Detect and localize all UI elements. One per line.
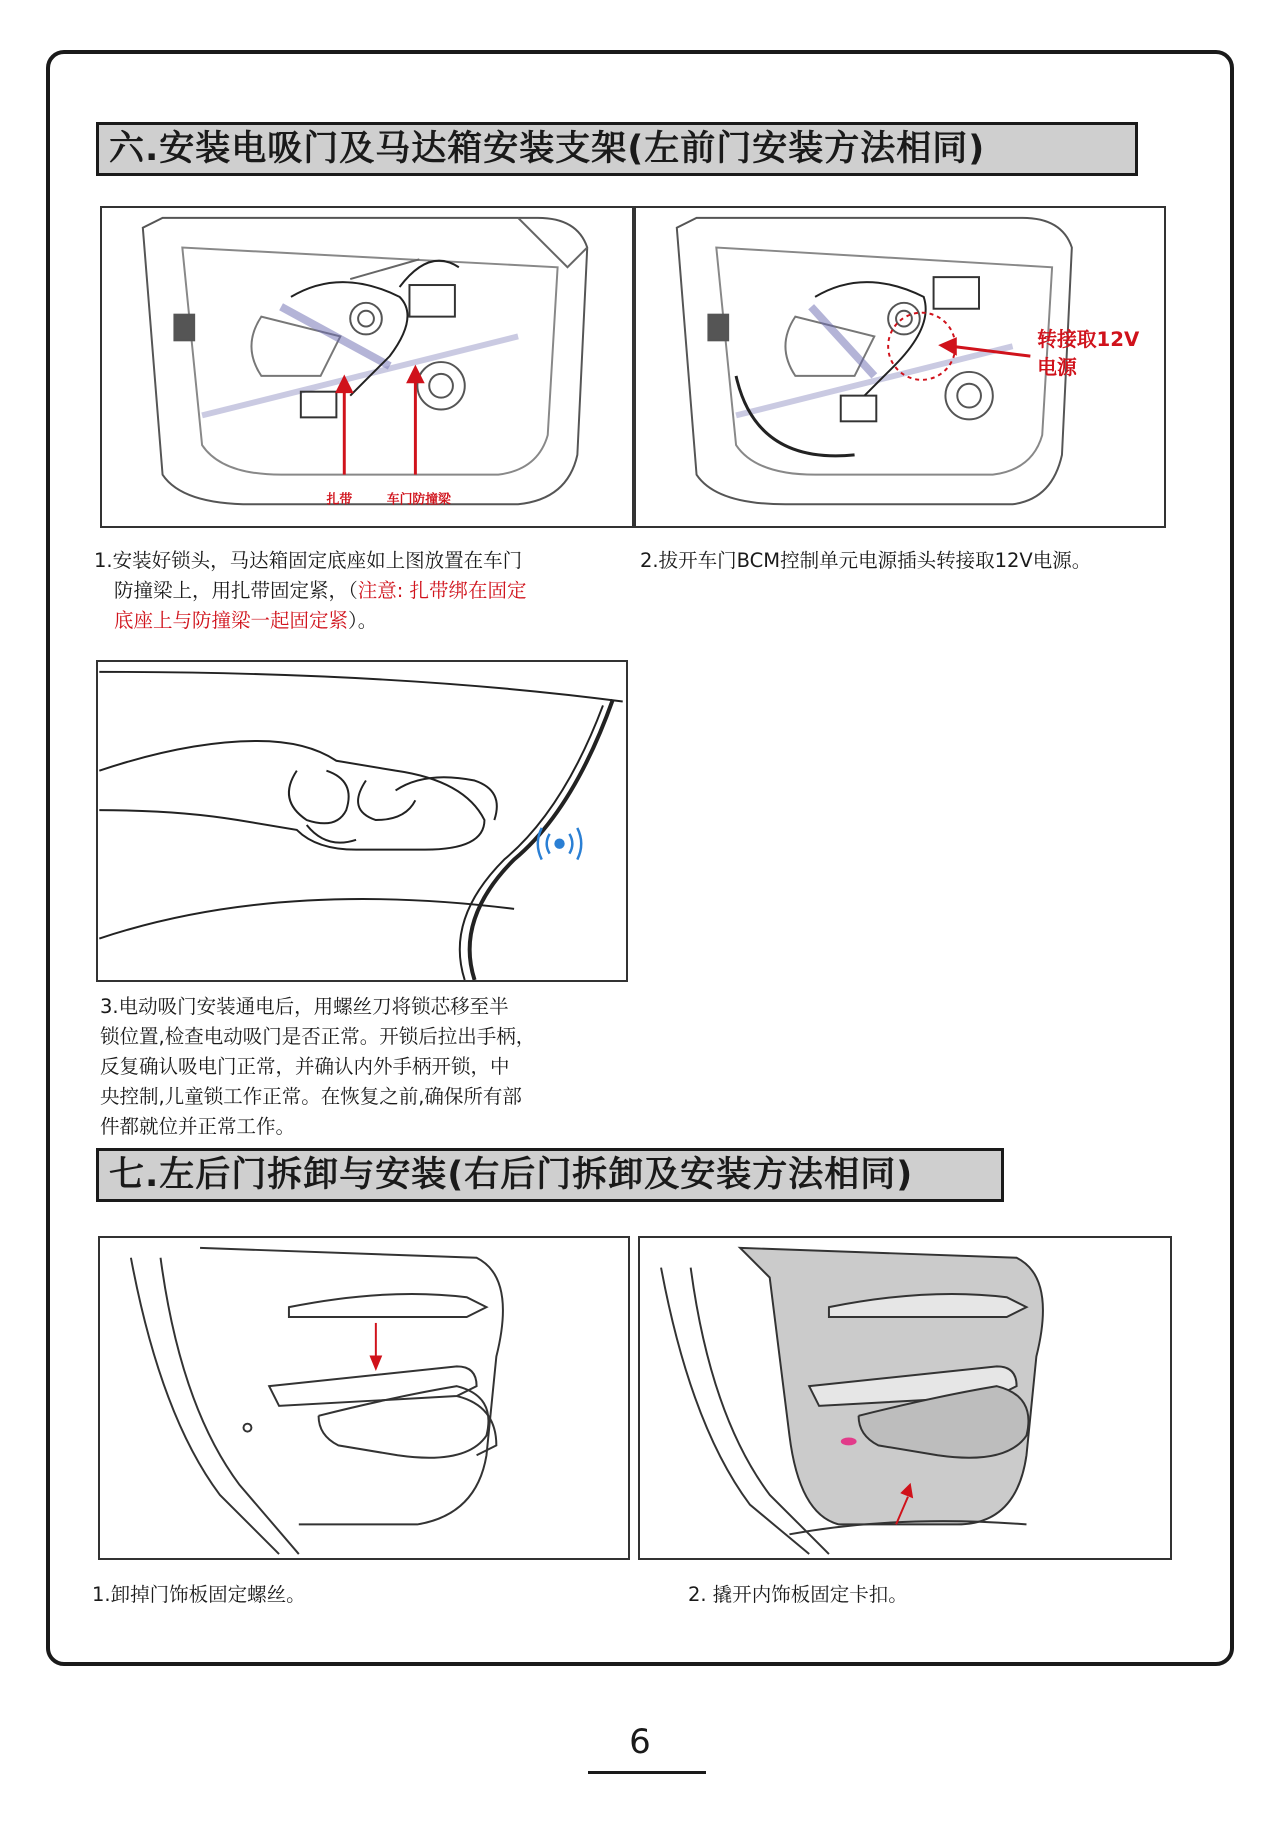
vibration-waves-icon	[538, 828, 581, 860]
hand-pulling-handle-illustration	[98, 662, 626, 980]
rear-door-illustration	[640, 1238, 1170, 1558]
caption-step-3-line-2: 锁位置,检查电动吸门是否正常。开锁后拉出手柄，	[100, 1025, 536, 1048]
caption-rear-step-1: 1.卸掉门饰板固定螺丝。	[92, 1583, 306, 1606]
caption-step-1-line-3	[94, 606, 634, 636]
caption-step-3-line-5: 件都就位并正常工作。	[100, 1115, 296, 1138]
caption-warning-text: 注意: 扎带绑在固定	[357, 579, 527, 602]
caption-step-3-line-4: 央控制,儿童锁工作正常。在恢复之前,确保所有部	[100, 1085, 522, 1108]
caption-text: ）。	[348, 609, 378, 632]
callout-anti-collision-beam: 车门防撞梁	[386, 492, 451, 508]
figure-rear-door-screws	[98, 1236, 630, 1560]
figure-door-motor-bracket	[100, 206, 634, 528]
caption-step-1-line-1: 1.安装好锁头，马达箱固定底座如上图放置在车门	[94, 549, 523, 572]
page-number-underline	[588, 1771, 706, 1774]
callout-12v-line2: 电源	[1037, 355, 1077, 379]
callout-cable-tie: 扎带	[326, 492, 353, 508]
caption-warning-text: 底座上与防撞梁一起固定紧	[114, 609, 349, 632]
figure-handle-check	[96, 660, 628, 982]
door-inner-panel-illustration	[102, 208, 632, 526]
caption-step-3	[100, 992, 640, 1142]
figure-bcm-power-tap	[634, 206, 1166, 528]
door-inner-panel-illustration	[636, 208, 1164, 526]
figure-rear-door-clips	[638, 1236, 1172, 1560]
callout-12v-line1: 转接取12V	[1037, 328, 1140, 352]
section-6-title: 六.安装电吸门及马达箱安装支架(左前门安装方法相同)	[96, 122, 1138, 176]
caption-text: 防撞梁上，用扎带固定紧，（	[114, 579, 358, 602]
caption-step-3-line-1: 3.电动吸门安装通电后，用螺丝刀将锁芯移至半	[100, 995, 509, 1018]
caption-step-1	[94, 546, 634, 636]
section-7-title: 七.左后门拆卸与安装(右后门拆卸及安装方法相同)	[96, 1148, 1004, 1202]
page-number: 6	[629, 1722, 651, 1762]
caption-rear-step-2: 2. 撬开内饰板固定卡扣。	[688, 1583, 908, 1606]
caption-step-3-line-3: 反复确认吸电门正常，并确认内外手柄开锁，中	[100, 1055, 510, 1078]
rear-door-illustration	[100, 1238, 628, 1558]
caption-step-1-line-2	[94, 576, 634, 606]
caption-step-2: 2.拔开车门BCM控制单元电源插头转接取12V电源。	[640, 549, 1092, 572]
